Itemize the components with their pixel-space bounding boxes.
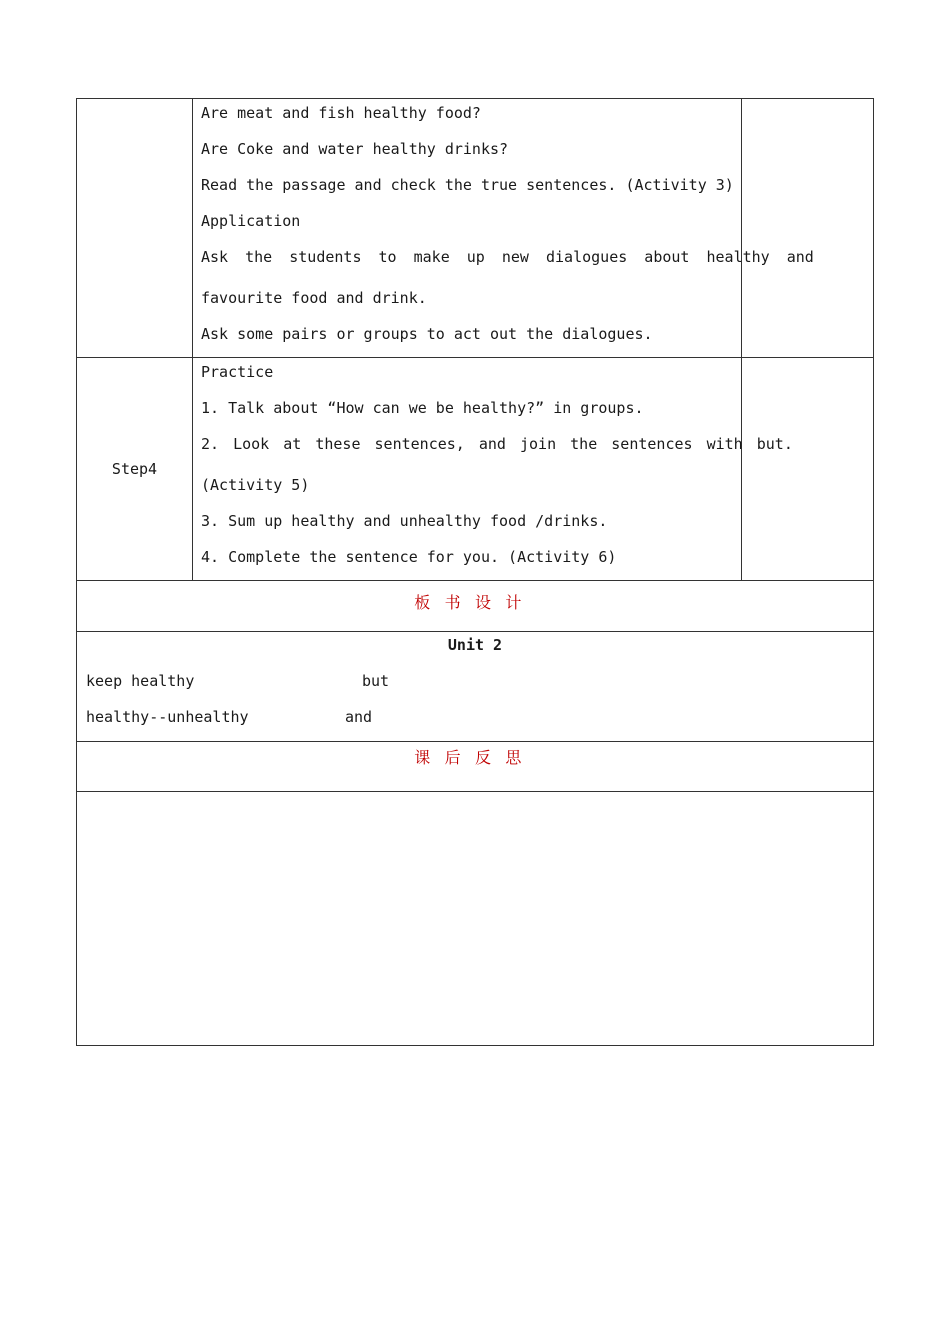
content-line: Application — [201, 212, 301, 230]
step-cell: Step4 — [77, 358, 193, 580]
step-cell — [77, 99, 193, 357]
content-cell — [193, 99, 814, 357]
content-line-text: Ask the students to make up new dialogues about healthy and — [201, 248, 814, 266]
table-row — [77, 358, 874, 581]
content-cell — [193, 358, 793, 580]
content-line: Practice — [201, 363, 274, 381]
content-line — [201, 247, 814, 288]
board-item: but — [362, 672, 390, 690]
lesson-table — [76, 98, 874, 1046]
reflection-area — [77, 792, 874, 1046]
content-line — [201, 434, 793, 475]
content-line: 4. Complete the sentence for you. (Activity 6) — [201, 548, 617, 566]
content-line: 3. Sum up healthy and unhealthy food /drinks. — [201, 512, 608, 530]
notes-cell — [742, 99, 873, 357]
board-title: Unit 2 — [447, 636, 503, 654]
content-line: (Activity 5) — [201, 476, 310, 494]
content-line: favourite food and drink. — [201, 289, 427, 307]
board-design-heading: 板书设计 — [77, 581, 874, 632]
board-item: keep healthy — [86, 672, 195, 690]
notes-cell — [742, 358, 873, 580]
reflection-heading: 课后反思 — [77, 742, 874, 792]
content-line: Ask some pairs or groups to act out the dialogues. — [201, 325, 653, 343]
board-item: healthy--unhealthy — [86, 708, 249, 726]
content-line: 1. Talk about “How can we be healthy?” in groups. — [201, 399, 644, 417]
table-row — [77, 99, 874, 358]
content-line: Read the passage and check the true sentences. (Activity 3) — [201, 176, 734, 194]
content-line: Are meat and fish healthy food? — [201, 104, 481, 122]
content-line-text: 2. Look at these sentences, and join the sentences with but. — [201, 435, 793, 453]
board-item: and — [345, 708, 373, 726]
content-line: Are Coke and water healthy drinks? — [201, 140, 509, 158]
board-design-content — [77, 632, 874, 742]
